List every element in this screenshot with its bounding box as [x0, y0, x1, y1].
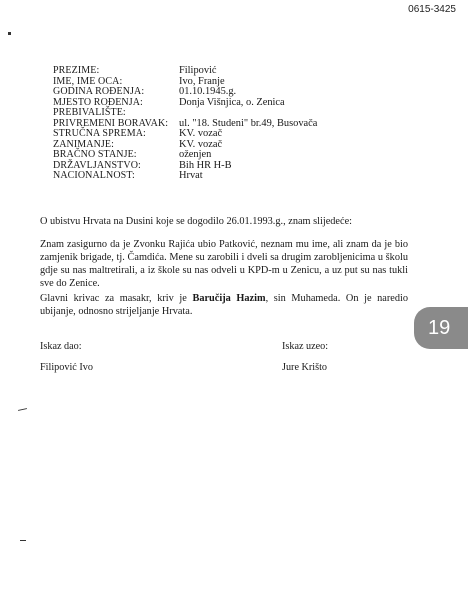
field-label: ZANIMANJE:	[53, 138, 114, 150]
field-value: oženjen	[179, 149, 212, 160]
statement-paragraph-1: Znam zasigurno da je Zvonku Rajića ubio Patković, neznam mu ime, ali znam da je bio zamjenik brigade, tj. Čamdića. Mene su zarobili i dveli sa drugim zarobljenicima u školu gdje su nas maltretirali, a iz škole su nas odveli u KPD-m u Zenicu, a uz put su nas tukli sve do Zenice.	[40, 239, 408, 289]
field-label: NACIONALNOST:	[53, 170, 135, 181]
field-label: STRUČNA SPREMA:	[53, 128, 146, 139]
paragraph-2-start: Glavni krivac za masakr, kriv je	[40, 293, 193, 304]
field-value: Bih HR H-B	[179, 159, 232, 171]
field-row	[53, 66, 373, 77]
paragraph-2-end: , sin Muhameda. On je naredio ubijanje, odnosno strijeljanje Hrvata.	[40, 293, 409, 317]
page-number-badge: 19	[414, 307, 468, 349]
field-label: IME, IME OCA:	[53, 75, 123, 87]
field-label: GODINA ROĐENJA:	[53, 86, 145, 97]
statement-given-label: Iskaz dao:	[40, 341, 82, 352]
statement-taken-label: Iskaz uzeo:	[282, 341, 329, 352]
field-row	[53, 171, 373, 182]
statement-given-name: Filipović Ivo	[40, 362, 93, 373]
field-value: Filipović	[179, 65, 217, 76]
scan-mark	[8, 32, 11, 35]
field-row	[53, 129, 373, 140]
field-row	[53, 87, 373, 98]
document-number: 0615-3425	[408, 4, 456, 15]
field-value: Donja Višnjica, o. Zenica	[179, 96, 285, 108]
personal-data-fields	[53, 66, 373, 182]
field-label: PRIVREMENI BORAVAK:	[53, 117, 169, 129]
field-value: KV. vozač	[179, 128, 223, 139]
field-value: ul. "18. Studeni" br.49, Busovača	[179, 117, 318, 129]
intro-text: O ubistvu Hrvata na Dusini koje se dogodilo 26.01.1993.g., znam slijedeće:	[40, 216, 352, 227]
field-label: PREZIME:	[53, 65, 100, 76]
field-value: KV. vozač	[179, 138, 223, 150]
field-label: DRŽAVLJANSTVO:	[53, 159, 141, 171]
statement-taken-name: Jure Krišto	[282, 362, 327, 373]
accused-name: Baručija Hazim	[192, 293, 266, 304]
scan-mark	[18, 408, 27, 411]
field-value: 01.10.1945.g.	[179, 86, 237, 97]
field-value: Hrvat	[179, 170, 203, 181]
field-label: MJESTO ROĐENJA:	[53, 96, 143, 108]
field-value: Ivo, Franje	[179, 75, 225, 87]
scan-mark	[20, 540, 26, 541]
field-label: PREBIVALIŠTE:	[53, 107, 126, 118]
field-label: BRAČNO STANJE:	[53, 149, 137, 160]
statement-paragraph-2	[40, 292, 408, 318]
field-row	[53, 150, 373, 161]
field-value	[179, 108, 373, 119]
field-row	[53, 108, 373, 119]
